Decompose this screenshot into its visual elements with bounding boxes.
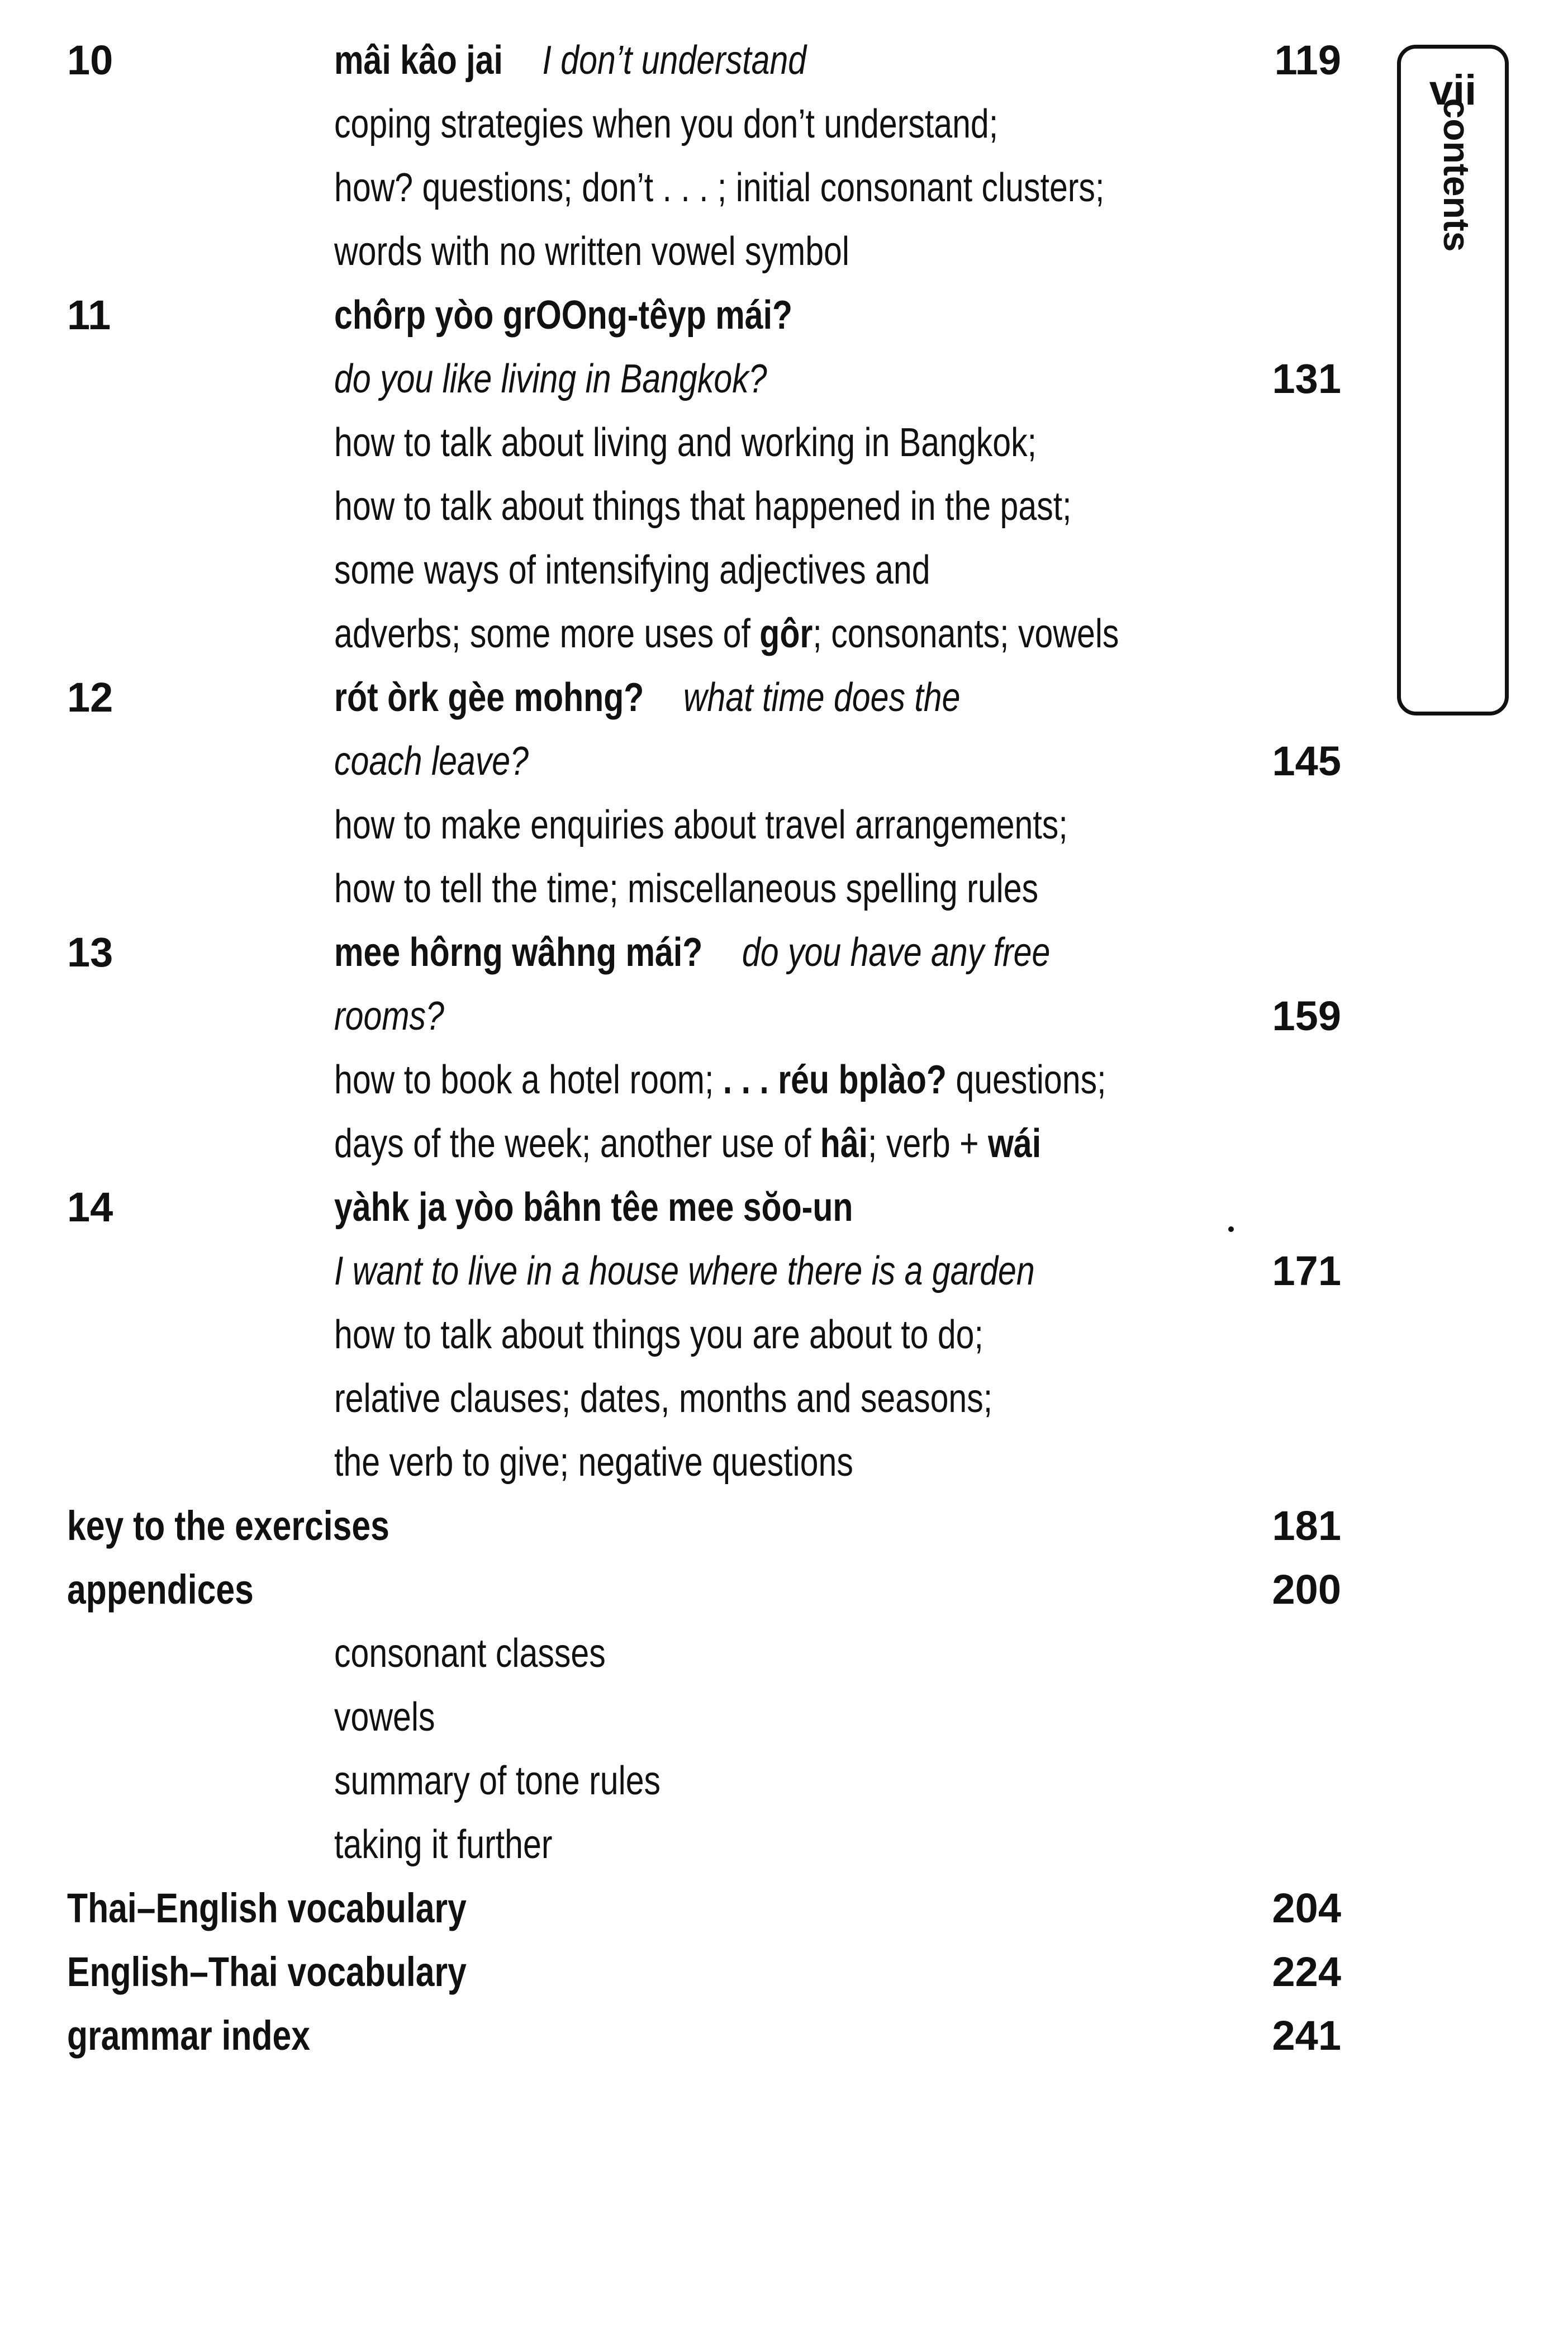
chapter-tab [1397, 45, 1509, 715]
page-number: 119 [1274, 37, 1341, 83]
appendix-item[interactable]: summary of tone rules [334, 1759, 661, 1803]
unit-title-english-cont: rooms? [334, 994, 444, 1039]
unit-description-line: days of the week; another use of hâi; verb + wái [334, 1121, 1042, 1166]
unit-description-line: how to talk about living and working in Bangkok; [334, 420, 1037, 465]
thai-term: wái [987, 1121, 1042, 1166]
unit-description-line: how to book a hotel room; . . . réu bplào? questions; [334, 1058, 1106, 1102]
page-number: 159 [1272, 993, 1341, 1039]
section-english-thai-vocabulary[interactable]: English–Thai vocabulary [67, 1949, 467, 1995]
page-roman-numeral: vii [1429, 67, 1477, 114]
unit-description-line: relative clauses; dates, months and seasons; [334, 1376, 993, 1421]
unit-description-line: how to tell the time; miscellaneous spelling rules [334, 866, 1039, 911]
unit-title-english: I want to live in a house where there is a garden [334, 1249, 1035, 1293]
unit-number: 13 [67, 929, 113, 975]
page-number: 224 [1272, 1949, 1341, 1995]
unit-number: 10 [67, 37, 113, 83]
unit-description-line: adverbs; some more uses of gôr; consonants; vowels [334, 612, 1119, 656]
page-number: 204 [1272, 1885, 1341, 1931]
unit-title[interactable] [334, 32, 806, 88]
section-appendices[interactable]: appendices [67, 1566, 254, 1613]
thai-term: gôr [759, 612, 813, 656]
unit-description-line: how? questions; don’t . . . ; initial consonant clusters; [334, 165, 1105, 210]
unit-title-english: what time does the [683, 675, 961, 720]
section-thai-english-vocabulary[interactable]: Thai–English vocabulary [67, 1885, 467, 1931]
page-number: 131 [1272, 356, 1341, 402]
unit-number: 14 [67, 1184, 113, 1230]
unit-title[interactable] [334, 670, 960, 726]
unit-title-english: do you have any free [742, 930, 1051, 975]
thai-term: . . . réu bplào? [723, 1058, 947, 1102]
unit-title-thai: mâi kâo jai [334, 38, 503, 83]
unit-title-english-cont: coach leave? [334, 739, 529, 784]
page-number: 171 [1272, 1248, 1341, 1294]
unit-title[interactable] [334, 925, 1050, 980]
unit-description-line: how to make enquiries about travel arrangements; [334, 803, 1068, 847]
page-number: 181 [1272, 1503, 1341, 1549]
unit-description-line: how to talk about things you are about to do; [334, 1312, 983, 1357]
unit-description-line: the verb to give; negative questions [334, 1440, 853, 1485]
thai-term: hâi [820, 1121, 868, 1166]
unit-title-thai: mee hôrng wâhng mái? [334, 930, 703, 975]
appendix-item[interactable]: vowels [334, 1695, 435, 1740]
unit-description-line: how to talk about things that happened in the past; [334, 484, 1072, 529]
tab-label-contents: contents [1436, 98, 1477, 252]
page-number: 200 [1272, 1566, 1341, 1613]
unit-description-line: some ways of intensifying adjectives and [334, 548, 930, 593]
unit-title-thai[interactable]: chôrp yòo grOOng-têyp mái? [334, 293, 793, 338]
unit-title-english: do you like living in Bangkok? [334, 357, 767, 401]
appendix-item[interactable]: consonant classes [334, 1631, 606, 1676]
section-grammar-index[interactable]: grammar index [67, 2012, 311, 2059]
unit-description-line: coping strategies when you don’t understand; [334, 102, 999, 146]
appendix-item[interactable]: taking it further [334, 1822, 553, 1867]
page-number: 145 [1272, 738, 1341, 784]
unit-title-english: I don’t understand [542, 38, 807, 83]
unit-number: 11 [67, 292, 111, 338]
stray-dot [1228, 1226, 1234, 1232]
unit-number: 12 [67, 674, 113, 721]
section-key-to-exercises[interactable]: key to the exercises [67, 1503, 389, 1549]
unit-title-thai: rót òrk gèe mohng? [334, 675, 644, 720]
unit-title-thai[interactable]: yàhk ja yòo bâhn têe mee sŏo-un [334, 1185, 853, 1230]
page-number: 241 [1272, 2012, 1341, 2059]
unit-description-line: words with no written vowel symbol [334, 229, 850, 274]
